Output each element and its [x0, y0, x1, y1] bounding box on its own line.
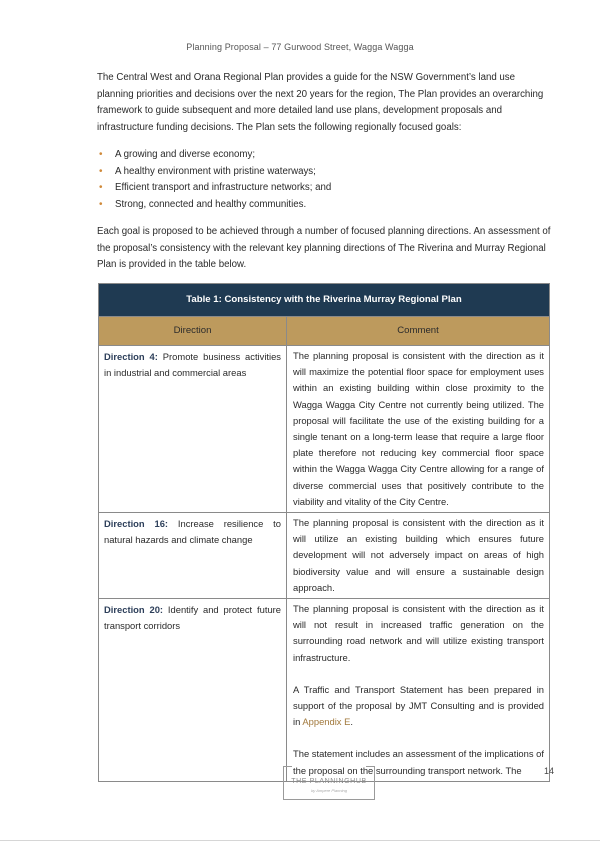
intro-paragraph: The Central West and Orana Regional Plan provides a guide for the NSW Government’s land use planning priorities and decisions over the next 20 years for the region, The Plan provides an overarching framework to guide subsequent and more detailed land use plans, development proposals and infrastructure funding decisions. The Plan sets the following regionally focused goals: [97, 72, 544, 133]
comment-cell: The planning proposal is consistent with the direction as it will maximize the potential floor space for employment uses within an existing building within close proximity to the Wagga Wagga City Centre not currently being utilized. The proposal will facilitate the use of the existing building for a single tenant on a long-term lease that require a large floor plate therefore not reducing key commercial floor space within the Wagga Wagga City Centre allowing for a range of diverse commercial uses that positively contribute to the viability and vitality of the City Centre. [287, 346, 550, 513]
direction-cell: Direction 16: Increase resilience to natural hazards and climate change [99, 513, 287, 599]
list-item: • Strong, connected and healthy communities. [97, 197, 537, 214]
bullet-icon: • [99, 198, 103, 210]
page-number: 14 [544, 766, 555, 776]
goals-list [97, 147, 537, 213]
list-item: • Efficient transport and infrastructure networks; and [97, 180, 537, 197]
table-row [99, 599, 550, 782]
assessment-paragraph: Each goal is proposed to be achieved through a number of focused planning directions. An assessment of the proposal’s consistency with the relevant key planning directions of The Riverina and Murray Regional Plan is provided in the table below. [97, 226, 551, 271]
appendix-link[interactable]: Appendix E [302, 716, 351, 728]
table-title: Table 1: Consistency with the Riverina Murray Regional Plan [99, 284, 550, 317]
logo-tagline: by Ampere Planning [311, 788, 347, 793]
column-header-direction: Direction [99, 317, 287, 346]
comment-cell: The planning proposal is consistent with the direction as it will not result in increased traffic generation on the surrounding road network and will utilize existing transport infrastructure. A Traffic and Transport Statement has been prepared in support of the proposal by JMT Consulting and is provided in Appendix E. The statement includes an assessment of the implications of the proposal on the surrounding transport network. The [287, 599, 550, 782]
page-edge-divider [0, 840, 600, 841]
consistency-table [98, 283, 550, 782]
direction-cell: Direction 20: Identify and protect future transport corridors [99, 599, 287, 782]
appendix-reference: A Traffic and Transport Statement has been prepared in support of the proposal by JMT Consulting and is provided in Appendix E. [293, 683, 544, 728]
table-row [99, 513, 550, 599]
bullet-icon: • [99, 182, 103, 193]
list-item: • A growing and diverse economy; [97, 147, 537, 164]
direction-cell: Direction 4: Promote business activities in industrial and commercial areas [99, 346, 287, 513]
bullet-icon: • [99, 149, 103, 160]
page-header: Planning Proposal – 77 Gurwood Street, Wagga Wagga [186, 42, 414, 52]
list-item: • A healthy environment with pristine waterways; [97, 164, 537, 181]
comment-cell: The planning proposal is consistent with the direction as it will utilize an existing building which ensures future development will not adversely impact on areas of high biodiversity value and will ensure a sustainable design approach. [287, 513, 550, 599]
logo-text: THE PLANNINGHUB [291, 778, 367, 785]
table-row [99, 346, 550, 513]
bullet-icon: • [99, 165, 103, 177]
column-header-comment: Comment [287, 317, 550, 346]
planninghub-logo [283, 766, 375, 800]
